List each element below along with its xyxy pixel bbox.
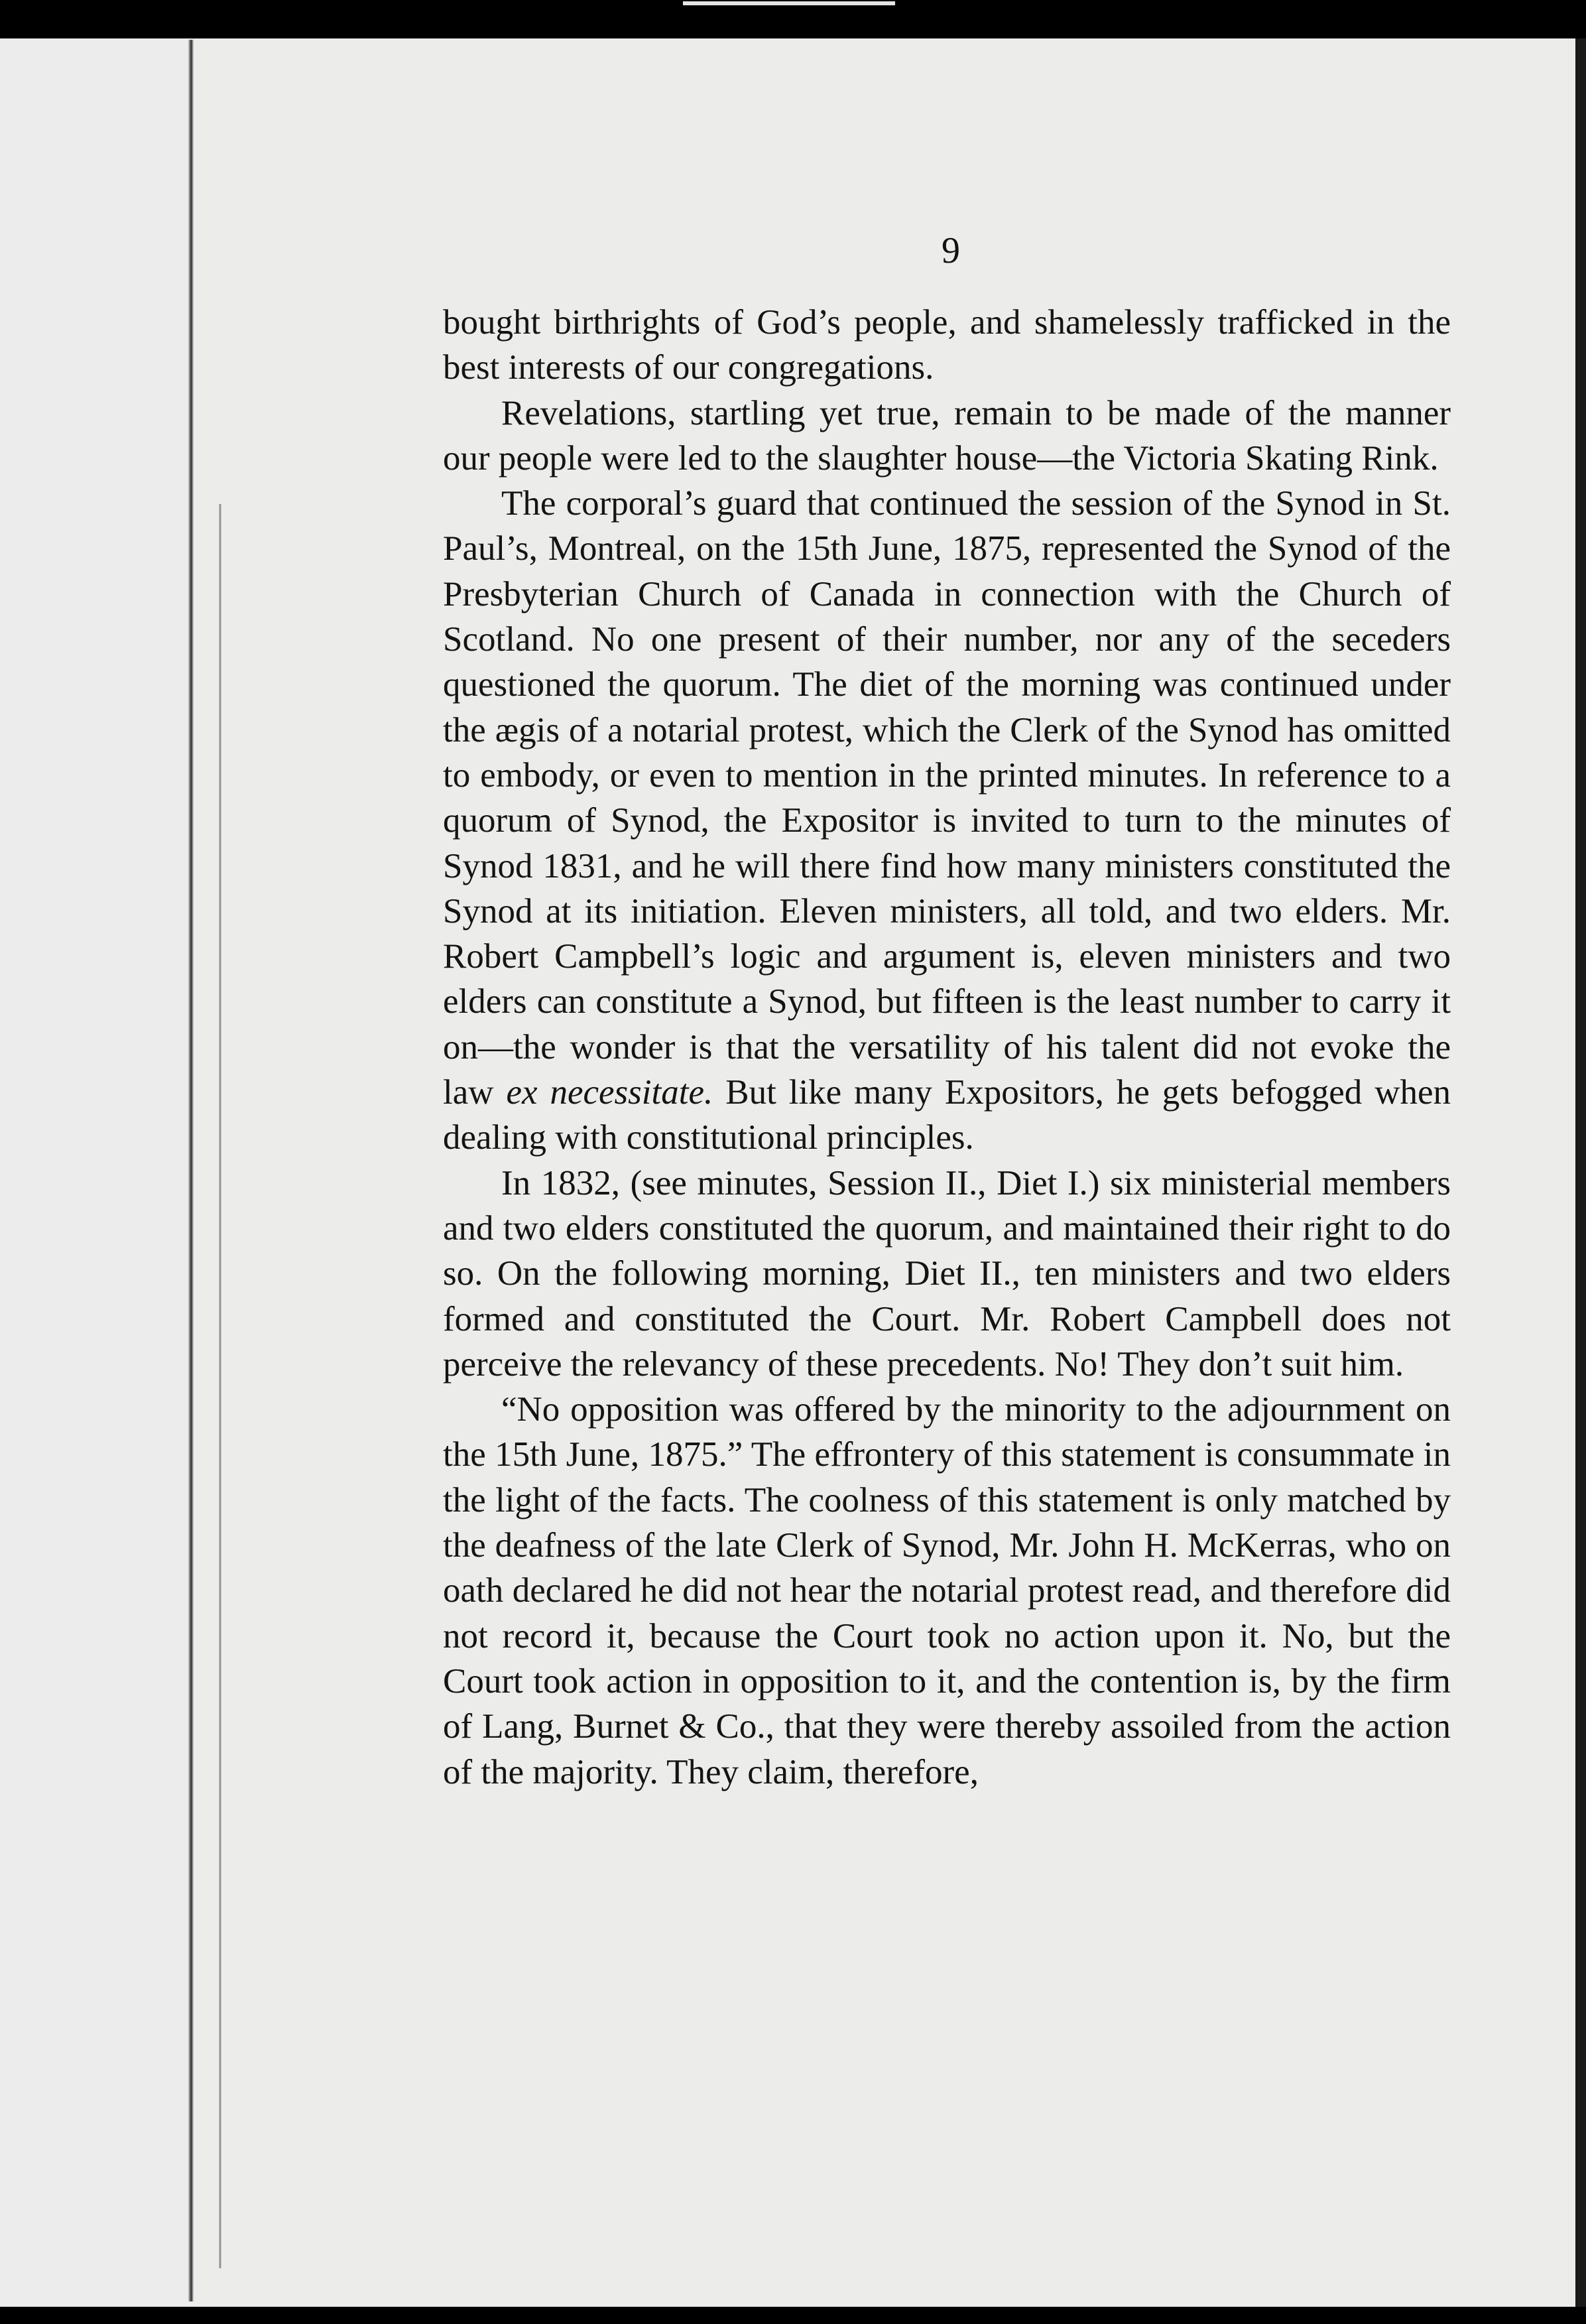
paragraph: In 1832, (see minutes, Session II., Diet I.) six ministerial members and two elders constituted the quorum, and maintained their right to do so. On the following morning, Diet II., ten ministers and two elders formed and constituted the Court. Mr. Robert Campbell does not perceive the relevancy of these precedents. No! They don’t suit him.	[443, 1163, 1451, 1384]
scan-right-border	[1575, 38, 1586, 2307]
scan-top-border	[0, 0, 1586, 38]
paragraph: bought birthrights of God’s people, and shamelessly trafficked in the best interests of our congregations.	[443, 303, 1451, 387]
scan-artifact	[683, 1, 895, 5]
paragraph: “No opposition was offered by the minority to the adjournment on the 15th June, 1875.” The effrontery of this statement is consummate in the light of the facts. The coolness of this statement is only matched by the deafness of the late Clerk of Synod, Mr. John H. McKerras, who on oath declared he did not hear the notarial protest read, and therefore did not record it, because the Court took no action upon it. No, but the Court took action in opposition to it, and the contention is, by the firm of Lang, Burnet & Co., that they were thereby assoiled from the action of the majority. They claim, therefore,	[443, 1390, 1451, 1791]
binding-crease	[219, 504, 221, 2268]
paragraph: Revelations, startling yet true, remain to be made of the manner our people were led to the slaughter house—the Victoria Skating Rink.	[443, 393, 1451, 478]
binding-gutter	[188, 40, 194, 2301]
page-number: 9	[942, 230, 960, 271]
paragraph	[443, 481, 1451, 1160]
paragraph-text: The corporal’s guard that continued the session of the Synod in St. Paul’s, Montreal, on the 15th June, 1875, represented the Synod of the Presbyterian Church of Canada in connection with the Church of Scotland. No one present of their number, nor any of the seceders questioned the quorum. The diet of the morning was continued under the ægis of a notarial protest, which the Clerk of the Synod has omitted to embody, or even to mention in the printed minutes. In reference to a quorum of Synod, the Expositor is invited to turn to the minutes of Synod 1831, and he will there find how many ministers constituted the Synod at its initiation. Eleven ministers, all told, and two elders. Mr. Robert Campbell’s logic and argument is, eleven ministers and two elders can constitute a Synod, but fifteen is the least number to carry it on—the wonder is that the versatility of his talent did not evoke the law	[443, 484, 1451, 1112]
paragraph-text-continued: But like many Expositors, he gets befogged when dealing with constitutional principles.	[443, 1073, 1451, 1157]
scan-bottom-border	[0, 2307, 1586, 2324]
italic-phrase: ex necessitate.	[506, 1073, 713, 1112]
facing-page-edge	[0, 38, 199, 2307]
body-text	[443, 300, 1451, 1795]
